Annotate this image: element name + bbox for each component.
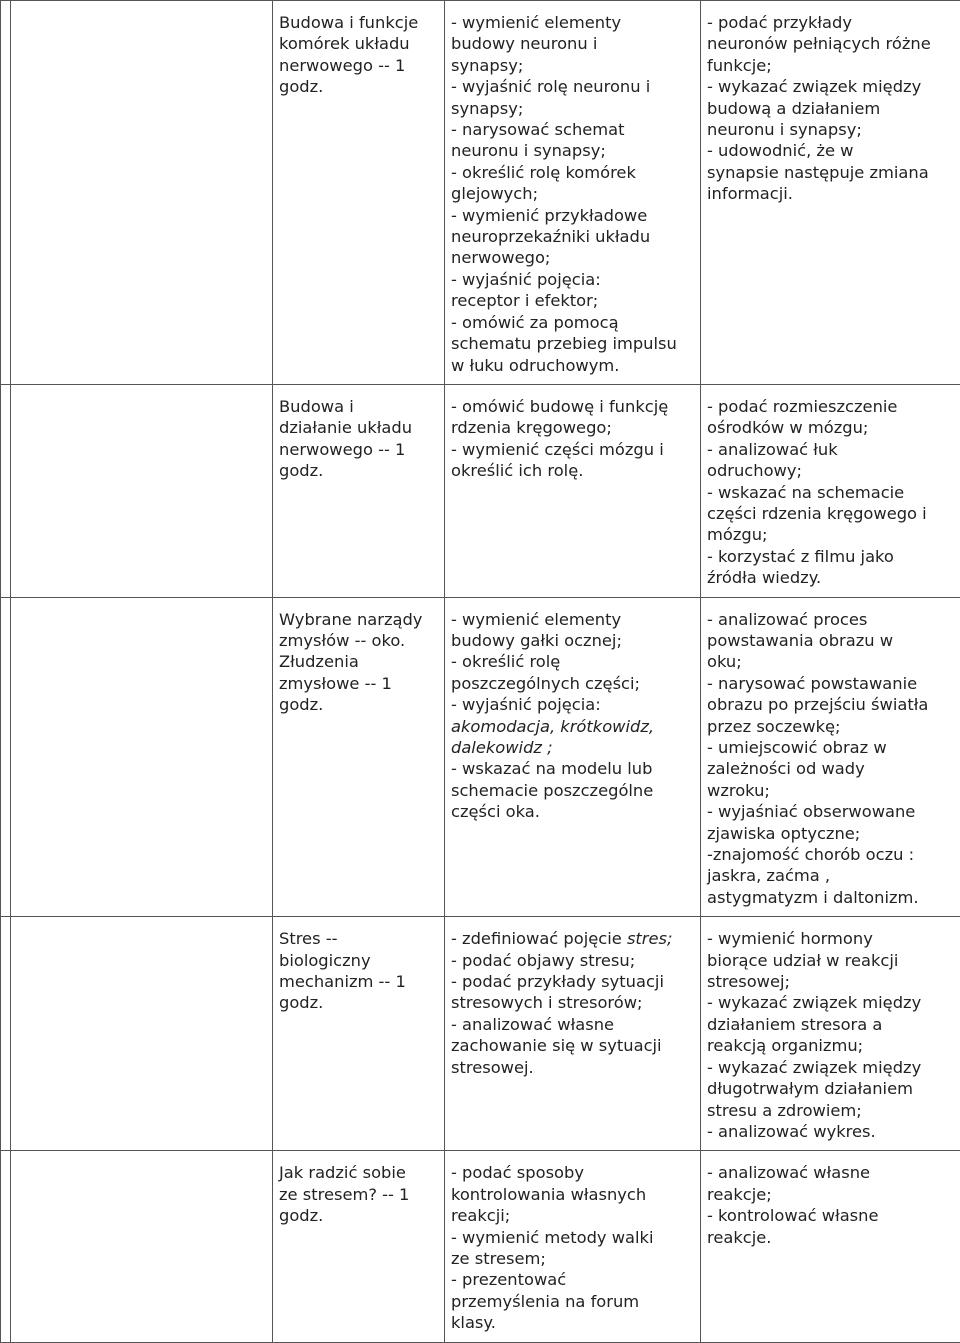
cell-text-line: stresowych i stresorów; [451, 992, 694, 1013]
cell-text-line: neuronu i synapsy; [707, 119, 954, 140]
cell-text-line: - omówić budowę i funkcję [451, 396, 694, 417]
topic-cell [273, 384, 445, 597]
topic-cell [273, 1, 445, 385]
topic-cell [273, 597, 445, 917]
empty-cell [11, 384, 273, 597]
cell-text-line: jaskra, zaćma , [707, 865, 954, 886]
cell-text-line: - wymienić hormony [707, 928, 954, 949]
edge-cell [1, 917, 11, 1151]
cell-text-line: reakcją organizmu; [707, 1035, 954, 1056]
cell-text-line: zmysłowe -- 1 [279, 673, 438, 694]
cell-text-line: reakcje. [707, 1227, 954, 1248]
cell-text-line: synapsy; [451, 55, 694, 76]
extended-requirements-cell [701, 384, 960, 597]
cell-text-line: ośrodków w mózgu; [707, 417, 954, 438]
cell-text-line: zjawiska optyczne; [707, 823, 954, 844]
cell-text-line: - udowodnić, że w [707, 140, 954, 161]
empty-cell [11, 1, 273, 385]
cell-text-line: reakcji; [451, 1205, 694, 1226]
cell-text-line: Wybrane narządy [279, 609, 438, 630]
cell-text-line: - zdefiniować pojęcie [451, 929, 627, 948]
cell-text-line: Budowa i [279, 396, 438, 417]
cell-text-line: zależności od wady [707, 758, 954, 779]
edge-cell [1, 597, 11, 917]
empty-cell [11, 1151, 273, 1343]
cell-text-line [451, 928, 694, 949]
cell-text-line: schemacie poszczególne [451, 780, 694, 801]
cell-text-line: przez soczewkę; [707, 716, 954, 737]
cell-text-line: Budowa i funkcje [279, 12, 438, 33]
cell-text-line: - kontrolować własne [707, 1205, 954, 1226]
empty-cell [11, 917, 273, 1151]
basic-requirements-cell [445, 1151, 701, 1343]
cell-text-line: budową a działaniem [707, 98, 954, 119]
cell-text-line: neuronów pełniących różne [707, 33, 954, 54]
cell-text-line: - wskazać na schemacie [707, 482, 954, 503]
cell-text-line: w łuku odruchowym. [451, 355, 694, 376]
cell-text-line: - umiejscowić obraz w [707, 737, 954, 758]
cell-text-line: godz. [279, 992, 438, 1013]
cell-text-line: - analizować wykres. [707, 1121, 954, 1142]
cell-text-line: - prezentować [451, 1269, 694, 1290]
cell-text-line: zmysłów -- oko. [279, 630, 438, 651]
edge-cell [1, 1151, 11, 1343]
cell-text-line: źródła wiedzy. [707, 567, 954, 588]
cell-text-line: klasy. [451, 1312, 694, 1333]
cell-text-line: - wymienić przykładowe [451, 205, 694, 226]
cell-text-line: - podać rozmieszczenie [707, 396, 954, 417]
cell-text-line: obrazu po przejściu światła [707, 694, 954, 715]
cell-text-line: - wskazać na modelu lub [451, 758, 694, 779]
cell-text-line: synapsie następuje zmiana [707, 162, 954, 183]
cell-text-line: receptor i efektor; [451, 290, 694, 311]
cell-text-line: kontrolowania własnych [451, 1184, 694, 1205]
table-row [1, 1, 960, 385]
cell-text-line: działaniem stresora a [707, 1014, 954, 1035]
cell-text-line: stresowej; [707, 971, 954, 992]
cell-text-line: długotrwałym działaniem [707, 1078, 954, 1099]
cell-text-line: - analizować proces [707, 609, 954, 630]
cell-text-line: - wymienić elementy [451, 609, 694, 630]
table-row [1, 597, 960, 917]
cell-text-line: odruchowy; [707, 460, 954, 481]
cell-text-line: - analizować łuk [707, 439, 954, 460]
basic-requirements-cell [445, 1, 701, 385]
cell-text-line: godz. [279, 1205, 438, 1226]
edge-cell [1, 384, 11, 597]
cell-text-line: nerwowego -- 1 [279, 439, 438, 460]
cell-text-line: - podać przykłady sytuacji [451, 971, 694, 992]
cell-text-line: biorące udział w reakcji [707, 950, 954, 971]
cell-text-line: - wymienić metody walki [451, 1227, 694, 1248]
basic-requirements-cell [445, 917, 701, 1151]
cell-text-line: ze stresem; [451, 1248, 694, 1269]
cell-text-line: wzroku; [707, 780, 954, 801]
cell-text-line: - podać sposoby [451, 1162, 694, 1183]
basic-requirements-cell [445, 597, 701, 917]
cell-text-line: części oka. [451, 801, 694, 822]
cell-text-line: - podać objawy stresu; [451, 950, 694, 971]
cell-text-line: budowy gałki ocznej; [451, 630, 694, 651]
cell-text-line: rdzenia kręgowego; [451, 417, 694, 438]
cell-text-line: powstawania obrazu w [707, 630, 954, 651]
cell-text-line: Jak radzić sobie [279, 1162, 438, 1183]
cell-text-line: astygmatyzm i daltonizm. [707, 887, 954, 908]
cell-text-line: glejowych; [451, 183, 694, 204]
cell-text-line: Złudzenia [279, 651, 438, 672]
topic-cell [273, 917, 445, 1151]
cell-text-line: - wykazać związek między [707, 992, 954, 1013]
cell-text-line: - wykazać związek między [707, 76, 954, 97]
extended-requirements-cell [701, 597, 960, 917]
cell-text-line: dalekowidz ; [451, 737, 694, 758]
cell-text-line: synapsy; [451, 98, 694, 119]
cell-text-line: - określić rolę komórek [451, 162, 694, 183]
cell-text-line: akomodacja, krótkowidz, [451, 716, 694, 737]
cell-text-line: - wymienić elementy [451, 12, 694, 33]
cell-text-line: neuroprzekaźniki układu [451, 226, 694, 247]
cell-text-line: stresu a zdrowiem; [707, 1100, 954, 1121]
cell-text-line: stresowej. [451, 1057, 694, 1078]
cell-text-line: biologiczny [279, 950, 438, 971]
cell-text-line: - wyjaśnić rolę neuronu i [451, 76, 694, 97]
cell-text-line: godz. [279, 694, 438, 715]
cell-text-line: -znajomość chorób oczu : [707, 844, 954, 865]
extended-requirements-cell [701, 1151, 960, 1343]
cell-text-line: określić ich rolę. [451, 460, 694, 481]
basic-requirements-cell [445, 384, 701, 597]
cell-text-line: - korzystać z filmu jako [707, 546, 954, 567]
cell-text-line: funkcje; [707, 55, 954, 76]
cell-text-line: zachowanie się w sytuacji [451, 1035, 694, 1056]
cell-text-line: komórek układu [279, 33, 438, 54]
extended-requirements-cell [701, 917, 960, 1151]
cell-text-line: - wymienić części mózgu i [451, 439, 694, 460]
cell-text-line: - narysować schemat [451, 119, 694, 140]
cell-text-line: - wyjaśniać obserwowane [707, 801, 954, 822]
cell-text-line: - narysować powstawanie [707, 673, 954, 694]
cell-text-line: - wyjaśnić pojęcia: [451, 269, 694, 290]
cell-text-line: - omówić za pomocą [451, 312, 694, 333]
table-row [1, 1151, 960, 1343]
cell-text-line: - analizować własne [707, 1162, 954, 1183]
cell-text-line: części rdzenia kręgowego i [707, 503, 954, 524]
cell-text-line: mózgu; [707, 524, 954, 545]
table-row [1, 384, 960, 597]
cell-text-line: - wyjaśnić pojęcia: [451, 694, 694, 715]
table-row [1, 917, 960, 1151]
cell-text-line: budowy neuronu i [451, 33, 694, 54]
topic-cell [273, 1151, 445, 1343]
cell-text-line: działanie układu [279, 417, 438, 438]
cell-text-line: nerwowego -- 1 [279, 55, 438, 76]
cell-text-line: schematu przebieg impulsu [451, 333, 694, 354]
edge-cell [1, 1, 11, 385]
cell-text-line: - określić rolę [451, 651, 694, 672]
cell-text-line: reakcje; [707, 1184, 954, 1205]
cell-text-line: - wykazać związek między [707, 1057, 954, 1078]
cell-text-line: przemyślenia na forum [451, 1291, 694, 1312]
cell-text-term: stres; [627, 929, 673, 948]
cell-text-line: poszczególnych części; [451, 673, 694, 694]
cell-text-line: godz. [279, 76, 438, 97]
cell-text-line: - analizować własne [451, 1014, 694, 1035]
cell-text-line: informacji. [707, 183, 954, 204]
cell-text-line: neuronu i synapsy; [451, 140, 694, 161]
cell-text-line: nerwowego; [451, 247, 694, 268]
empty-cell [11, 597, 273, 917]
cell-text-line: ze stresem? -- 1 [279, 1184, 438, 1205]
cell-text-line: godz. [279, 460, 438, 481]
cell-text-line: oku; [707, 651, 954, 672]
cell-text-line: - podać przykłady [707, 12, 954, 33]
cell-text-line: mechanizm -- 1 [279, 971, 438, 992]
cell-text-line: Stres -- [279, 928, 438, 949]
extended-requirements-cell [701, 1, 960, 385]
